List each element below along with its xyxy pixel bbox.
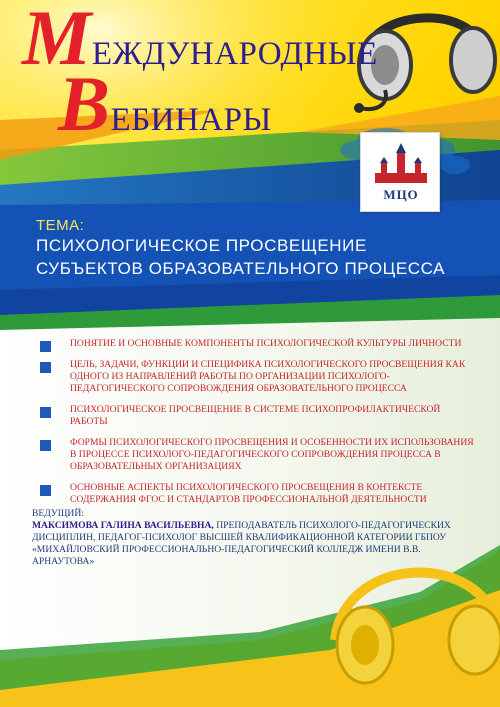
presenter-block	[32, 508, 452, 568]
bullet-square-icon	[40, 485, 51, 496]
program-list	[40, 338, 480, 515]
topic-label: ТЕМА:	[36, 217, 85, 234]
topic-block	[36, 217, 476, 280]
presenter-label: ВЕДУЩИЙ:	[32, 508, 84, 519]
list-item-text: ОСНОВНЫЕ АСПЕКТЫ ПСИХОЛОГИЧЕСКОГО ПРОСВЕЩЕНИЯ В КОНТЕКСТЕ СОДЕРЖАНИЯ ФГОС И СТАНДАРТОВ ПРОФЕССИОНАЛЬНОЙ ДЕЯТЕЛЬНОСТИ	[70, 482, 427, 505]
logo	[360, 132, 440, 212]
list-item	[40, 404, 480, 428]
kremlin-icon	[375, 143, 427, 183]
topic-line-1: ПСИХОЛОГИЧЕСКОЕ ПРОСВЕЩЕНИЕ	[36, 236, 367, 255]
title-rest: ЕЖДУНАРОДНЫЕ	[91, 36, 378, 72]
bullet-square-icon	[40, 341, 51, 352]
presenter-name: МАКСИМОВА ГАЛИНА ВАСИЛЬЕВНА,	[32, 520, 214, 531]
page-title	[22, 0, 378, 147]
presenter-details: ПРЕПОДАВАТЕЛЬ ПСИХОЛОГО-ПЕДАГОГИЧЕСКИХ ДИСЦИПЛИН, ПЕДАГОГ-ПСИХОЛОГ ВЫСШЕЙ КВАЛИФИКАЦИОННОЙ КАТЕГОРИИ ГБПОУ «МИХАЙЛОВСКИЙ ПРОФЕССИОНАЛЬНО-ПЕДАГОГИЧЕСКИЙ КОЛЛЕДЖ ИМЕНИ В.В. АРНАУТОВА»	[32, 520, 451, 567]
bullet-square-icon	[40, 407, 51, 418]
bullet-square-icon	[40, 362, 51, 373]
bullet-square-icon	[40, 440, 51, 451]
title-rest: ЕБИНАРЫ	[110, 102, 272, 138]
list-item	[40, 482, 480, 506]
list-item-text: ПОНЯТИЕ И ОСНОВНЫЕ КОМПОНЕНТЫ ПСИХОЛОГИЧЕСКОЙ КУЛЬТУРЫ ЛИЧНОСТИ	[70, 338, 462, 349]
list-item	[40, 359, 480, 395]
logo-text: МЦО	[383, 187, 419, 202]
title-initial: В	[58, 60, 111, 147]
list-item-text: ФОРМЫ ПСИХОЛОГИЧЕСКОГО ПРОСВЕЩЕНИЯ И ОСОБЕННОСТИ ИХ ИСПОЛЬЗОВАНИЯ В ПРОЦЕССЕ ПСИХОЛОГО-ПЕДАГОГИЧЕСКОГО СОПРОВОЖДЕНИЯ ПРОЦЕССА В ОБРАЗОВАТЕЛЬНЫХ ОРГАНИЗАЦИЯХ	[70, 437, 474, 472]
list-item-text: ЦЕЛЬ, ЗАДАЧИ, ФУНКЦИИ И СПЕЦИФИКА ПСИХОЛОГИЧЕСКОГО ПРОСВЕЩЕНИЯ КАК ОДНОГО ИЗ НАПРАВЛЕНИЙ РАБОТЫ ПО ОРГАНИЗАЦИИ ПСИХОЛОГО-ПЕДАГОГИЧЕСКОГО СОПРОВОЖДЕНИЯ ОБРАЗОВАТЕЛЬНОГО ПРОЦЕССА	[70, 359, 466, 394]
presenter-info	[32, 520, 452, 568]
list-item	[40, 338, 480, 350]
title-initial: М	[22, 0, 92, 81]
topic-line-2: СУБЪЕКТОВ ОБРАЗОВАТЕЛЬНОГО ПРОЦЕССА	[36, 259, 446, 278]
list-item-text: ПСИХОЛОГИЧЕСКОЕ ПРОСВЕЩЕНИЕ В СИСТЕМЕ ПСИХОПРОФИЛАКТИЧЕСКОЙ РАБОТЫ	[70, 404, 441, 427]
list-item	[40, 437, 480, 473]
title-line-2	[58, 60, 362, 147]
